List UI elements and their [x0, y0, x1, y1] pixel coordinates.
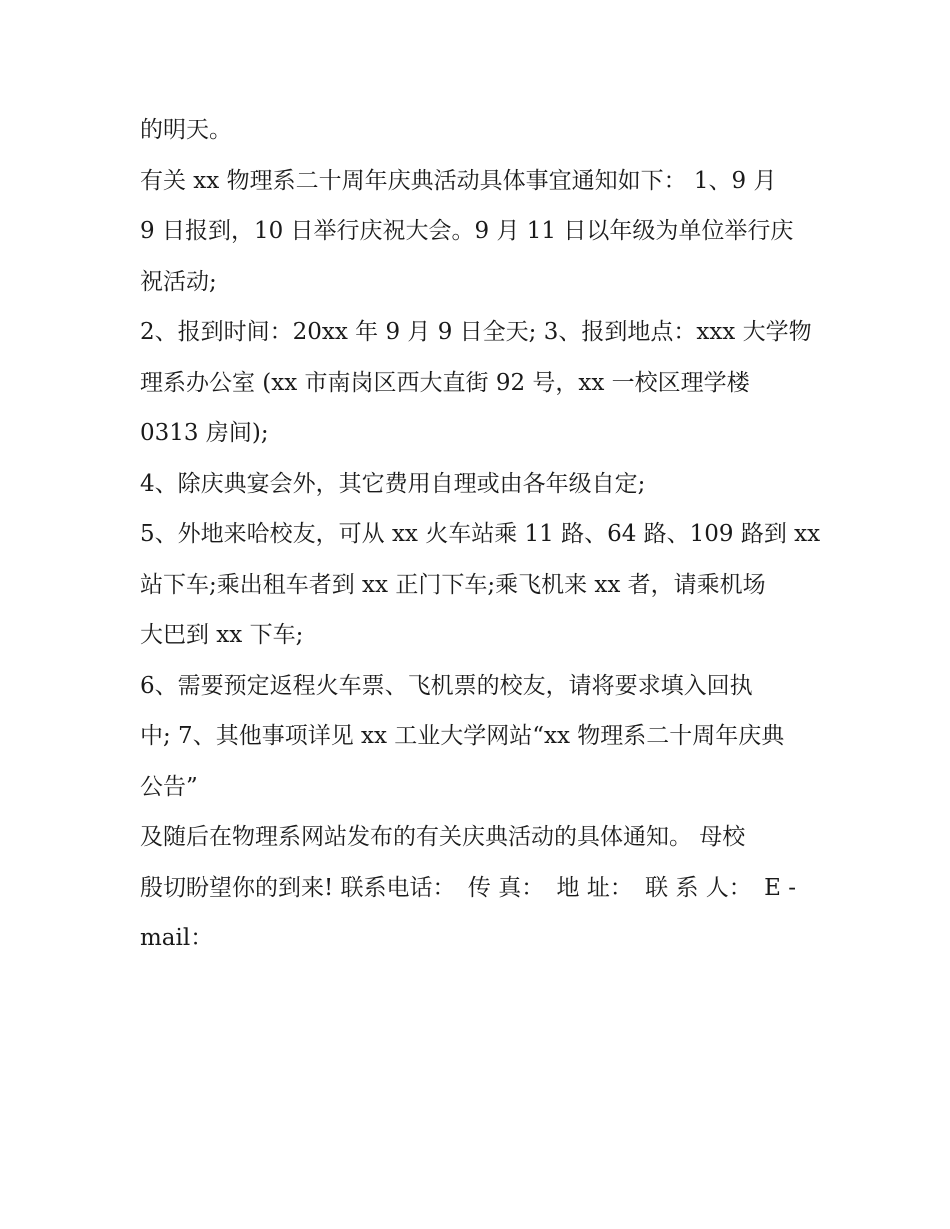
text-line: 0313 房间); [140, 420, 269, 446]
text-line: 祝活动; [140, 268, 217, 295]
text-line: 中; 7、其他事项详见 xx 工业大学网站“xx 物理系二十周年庆典 [140, 723, 785, 749]
text-line: 4、除庆典宴会外，其它费用自理或由各年级自定; [140, 470, 646, 497]
contact-person-label: 联 系 人： [645, 874, 752, 901]
text-line: 有关 xx 物理系二十周年庆典活动具体事宜通知如下： 1、9 月 [140, 167, 777, 194]
text-line: 6、需要预定返程火车票、飞机票的校友，请将要求填入回执 [140, 672, 753, 699]
text-line: 的明天。 [140, 117, 232, 143]
email-label-start: E - [764, 874, 796, 901]
text-line: 5、外地来哈校友，可从 xx 火车站乘 11 路、64 路、109 路到 xx [140, 521, 821, 547]
email-label-end: mail： [140, 925, 214, 951]
text-line: 站下车;乘出租车者到 xx 正门下车;乘飞机来 xx 者，请乘机场 [140, 571, 766, 598]
address-label: 地 址： [556, 874, 633, 901]
contact-line [140, 863, 796, 914]
fax-label: 传 真： [467, 874, 545, 901]
text-line: 公告” [140, 773, 198, 800]
text-line: 大巴到 xx 下车; [140, 622, 304, 648]
text-line: 2、报到时间：20xx 年 9 月 9 日全天; 3、报到地点：xxx 大学物 [140, 319, 812, 345]
text-line: 理系办公室 (xx 市南岗区西大直街 92 号，xx 一校区理学楼 [140, 369, 750, 396]
text-line: 及随后在物理系网站发布的有关庆典活动的具体通知。 母校 [140, 824, 746, 850]
phone-label: 殷切盼望你的到来! 联系电话： [140, 874, 456, 901]
document-body [140, 105, 821, 964]
text-line: 9 日报到，10 日举行庆祝大会。9 月 11 日以年级为单位举行庆 [140, 218, 794, 244]
